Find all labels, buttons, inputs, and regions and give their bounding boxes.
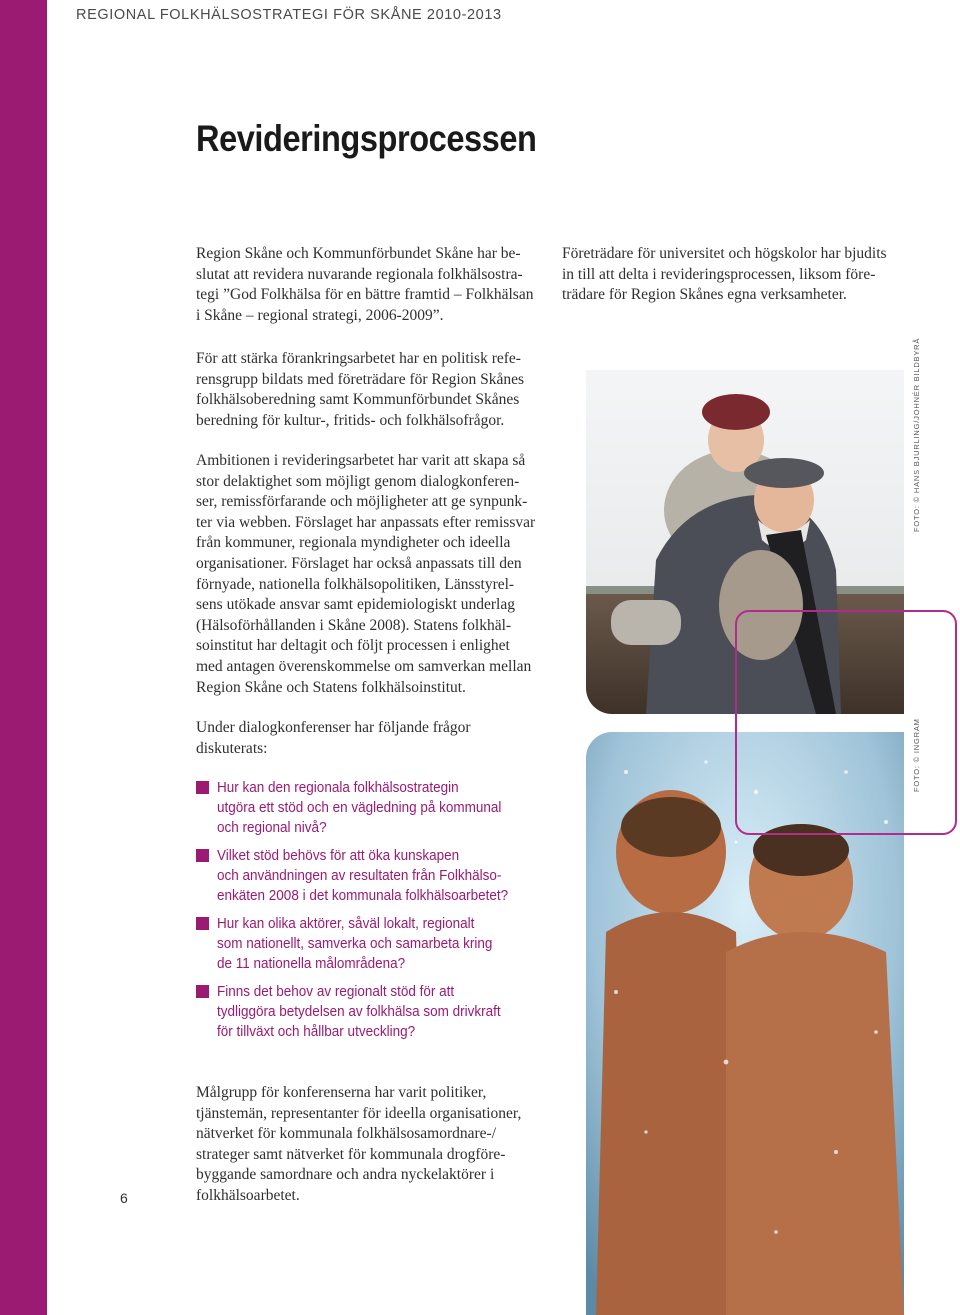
text-line: tegi ”God Folkhälsa för en bättre framtid – Folkhälsan xyxy=(196,286,534,304)
question-text-line: Hur kan den regionala folkhälsostrategin xyxy=(217,779,459,796)
page-number: 6 xyxy=(120,1190,128,1206)
text-line: rensgrupp bildats med företrädare för Region Skånes xyxy=(196,370,524,388)
square-bullet-icon xyxy=(196,917,209,930)
question-list xyxy=(196,778,556,1050)
question-text-line: Finns det behov av regionalt stöd för att xyxy=(217,983,455,1000)
text-line: med antagen överenskommelse om samverkan mellan xyxy=(196,657,532,675)
text-line: diskuterats: xyxy=(196,739,268,757)
ambition-paragraph xyxy=(196,451,546,698)
question-text-line: de 11 nationella målområdena? xyxy=(217,955,406,972)
accent-sidebar-bar xyxy=(0,0,47,1315)
reference-group-paragraph xyxy=(196,349,546,431)
question-item xyxy=(196,778,556,838)
text-line: nätverket för kommunala folkhälsosamordnare-/ xyxy=(196,1125,496,1143)
text-line: Företrädare för universitet och högskolor har bjudits xyxy=(562,245,887,262)
text-line: tjänstemän, representanter för ideella organisationer, xyxy=(196,1104,522,1122)
text-line: soinstitut har deltagit och följt processen i enlighet xyxy=(196,637,510,655)
question-text-line: för tillväxt och hållbar utveckling? xyxy=(217,1023,416,1040)
question-text-line: som nationellt, samverka och samarbeta kring xyxy=(217,935,493,952)
question-text-line: Vilket stöd behövs för att öka kunskapen xyxy=(217,847,460,864)
question-text-line: Hur kan olika aktörer, såväl lokalt, regionalt xyxy=(217,915,475,932)
running-header: REGIONAL FOLKHÄLSOSTRATEGI FÖR SKÅNE 2010-2013 xyxy=(76,7,502,23)
text-line: Ambitionen i revideringsarbetet har varit att skapa så xyxy=(196,452,526,469)
text-line: folkhälsoberedning samt Kommunförbundet Skånes xyxy=(196,391,520,409)
dialog-intro-paragraph xyxy=(196,718,546,759)
text-line: För att stärka förankringsarbetet har en politisk refe- xyxy=(196,350,521,367)
question-item xyxy=(196,846,556,906)
text-line: Under dialogkonferenser har följande frågor xyxy=(196,719,471,736)
text-line: slutat att revidera nuvarande regionala folkhälsostra- xyxy=(196,265,523,283)
question-text-line: och användningen av resultaten från Folkhälso- xyxy=(217,867,502,884)
square-bullet-icon xyxy=(196,849,209,862)
square-bullet-icon xyxy=(196,781,209,794)
page-title: Revideringsprocessen xyxy=(196,118,537,159)
text-line: beredning för kultur-, fritids- och folkhälsofrågor. xyxy=(196,411,505,429)
question-item xyxy=(196,914,556,974)
text-line: trädare för Region Skånes egna verksamheter. xyxy=(562,286,847,304)
text-line: ser, remissförfarande och möjligheter att ge synpunk- xyxy=(196,493,528,511)
text-line: organisationer. Förslaget har också anpassats till den xyxy=(196,554,522,572)
intro-paragraph-left xyxy=(196,244,546,326)
text-line: från kommuner, regionala myndigheter och ideella xyxy=(196,534,511,552)
text-line: sens utökade ansvar samt epidemiologiskt underlag xyxy=(196,596,515,614)
question-text-line: och regional nivå? xyxy=(217,819,327,836)
text-line: i Skåne – regional strategi, 2006-2009”. xyxy=(196,306,444,324)
text-line: byggande samordnare och andra nyckelaktörer i xyxy=(196,1166,495,1184)
text-line: stor delaktighet som möjligt genom dialogkonferen- xyxy=(196,472,520,490)
text-line: (Hälsoförhållanden i Skåne 2008). Statens folkhäl- xyxy=(196,616,512,634)
target-group-paragraph xyxy=(196,1083,546,1207)
question-text-line: enkäten 2008 i det kommunala folkhälsoarbetet? xyxy=(217,887,509,904)
square-bullet-icon xyxy=(196,985,209,998)
question-text-line: tydliggöra betydelsen av folkhälsa som drivkraft xyxy=(217,1003,501,1020)
text-line: in till att delta i revideringsprocessen, liksom före- xyxy=(562,265,876,283)
photo-credit-children: FOTO: © INGRAM xyxy=(912,718,921,792)
text-line: ter via webben. Förslaget har anpassats efter remissvar xyxy=(196,513,536,531)
text-line: Region Skåne och Kommunförbundet Skåne har be- xyxy=(196,245,521,262)
decorative-frame xyxy=(735,610,957,835)
question-text-line: utgöra ett stöd och en vägledning på kommunal xyxy=(217,799,502,816)
intro-paragraph-right xyxy=(562,244,902,306)
photo-credit-couple: FOTO: © HANS BJURLING/JOHNÉR BILDBYRÅ xyxy=(912,337,921,532)
text-line: förnyade, nationella folkhälsopolitiken, Länsstyrel- xyxy=(196,575,515,593)
question-item xyxy=(196,982,556,1042)
text-line: Region Skåne och Statens folkhälsoinstitut. xyxy=(196,678,466,696)
text-line: strateger samt nätverket för kommunala drogföre- xyxy=(196,1145,506,1163)
text-line: Målgrupp för konferenserna har varit politiker, xyxy=(196,1084,487,1101)
text-line: folkhälsoarbetet. xyxy=(196,1186,300,1204)
